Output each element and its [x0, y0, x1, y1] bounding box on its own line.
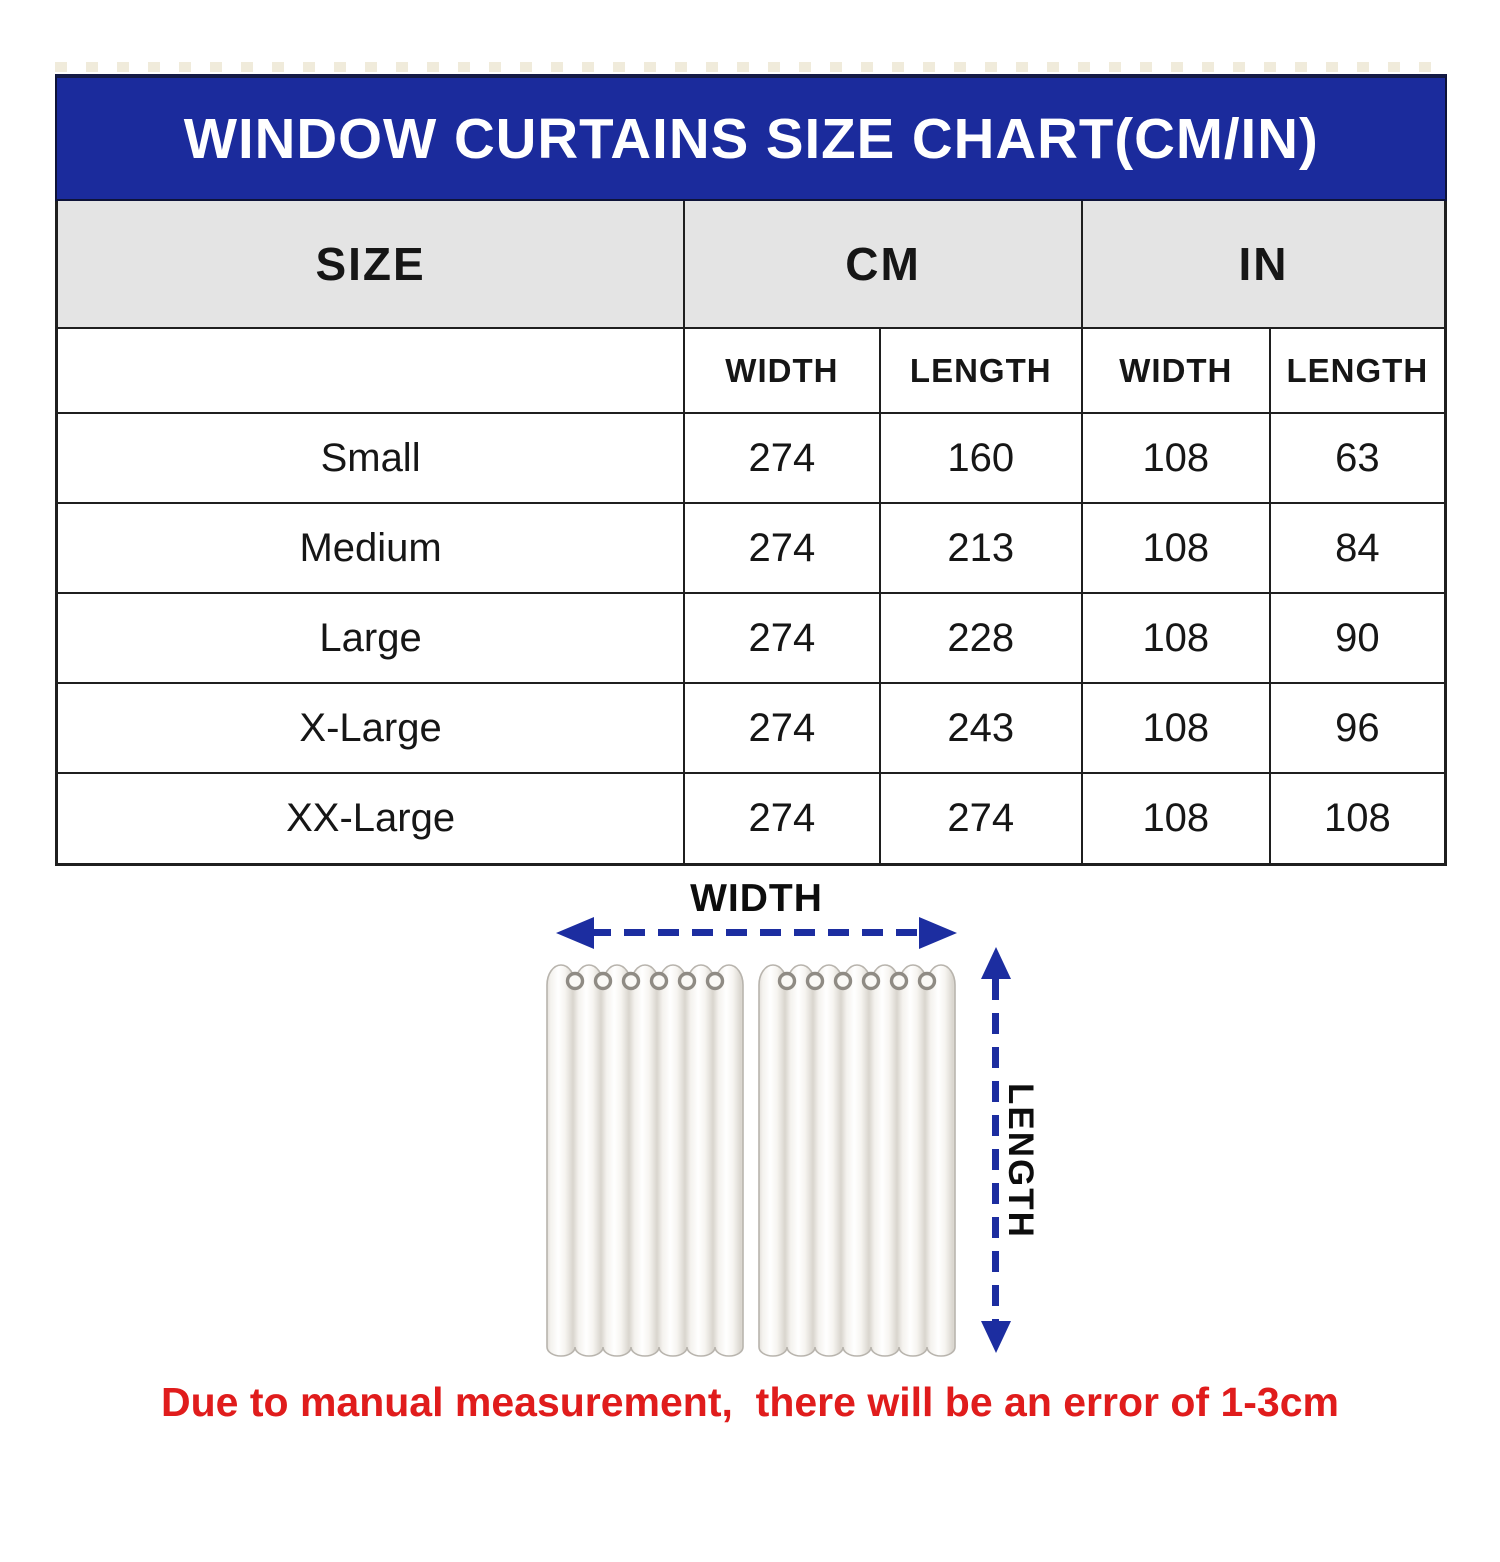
- subheader-empty: [58, 329, 685, 414]
- length-arrowhead-up-icon: [981, 947, 1011, 979]
- value-cell: 274: [685, 504, 880, 594]
- subheader-in-length: LENGTH: [1271, 329, 1444, 414]
- value-cell: 274: [685, 774, 880, 863]
- length-dimension-label: LENGTH: [1001, 1083, 1040, 1239]
- value-cell: 274: [881, 774, 1083, 863]
- size-cell: Large: [58, 594, 685, 684]
- decorative-trim: [55, 62, 1447, 72]
- value-cell: 274: [685, 594, 880, 684]
- width-dimension-label: WIDTH: [690, 877, 823, 920]
- curtain-panel-right: [759, 965, 955, 1356]
- subheader-cm-width: WIDTH: [685, 329, 880, 414]
- value-cell: 63: [1271, 414, 1444, 504]
- subheader-cm-length: LENGTH: [881, 329, 1083, 414]
- value-cell: 108: [1083, 774, 1271, 863]
- curtain-panels-image: [545, 945, 957, 1358]
- size-cell: Medium: [58, 504, 685, 594]
- value-cell: 108: [1083, 594, 1271, 684]
- value-cell: 108: [1271, 774, 1444, 863]
- value-cell: 160: [881, 414, 1083, 504]
- value-cell: 108: [1083, 684, 1271, 774]
- length-arrow-dashed-line: [992, 979, 999, 1323]
- width-arrow-dashed-line: [590, 929, 922, 936]
- value-cell: 228: [881, 594, 1083, 684]
- size-cell: Small: [58, 414, 685, 504]
- size-chart-page: [0, 62, 1500, 1562]
- page-title: WINDOW CURTAINS SIZE CHART(CM/IN): [183, 106, 1319, 171]
- title-banner: [55, 74, 1447, 201]
- size-cell: X-Large: [58, 684, 685, 774]
- size-chart-table: [55, 201, 1447, 866]
- length-arrowhead-down-icon: [981, 1321, 1011, 1353]
- value-cell: 243: [881, 684, 1083, 774]
- value-cell: 90: [1271, 594, 1444, 684]
- curtain-panel-left: [547, 965, 743, 1356]
- measurement-error-note: Due to manual measurement, there will be an error of 1-3cm: [161, 1379, 1339, 1425]
- value-cell: 274: [685, 414, 880, 504]
- value-cell: 108: [1083, 504, 1271, 594]
- column-header-size: SIZE: [58, 201, 685, 329]
- value-cell: 96: [1271, 684, 1444, 774]
- value-cell: 213: [881, 504, 1083, 594]
- value-cell: 84: [1271, 504, 1444, 594]
- size-cell: XX-Large: [58, 774, 685, 863]
- subheader-in-width: WIDTH: [1083, 329, 1271, 414]
- value-cell: 108: [1083, 414, 1271, 504]
- column-header-cm: CM: [685, 201, 1083, 329]
- value-cell: 274: [685, 684, 880, 774]
- curtain-dimension-illustration: [0, 869, 1500, 1363]
- column-header-in: IN: [1083, 201, 1444, 329]
